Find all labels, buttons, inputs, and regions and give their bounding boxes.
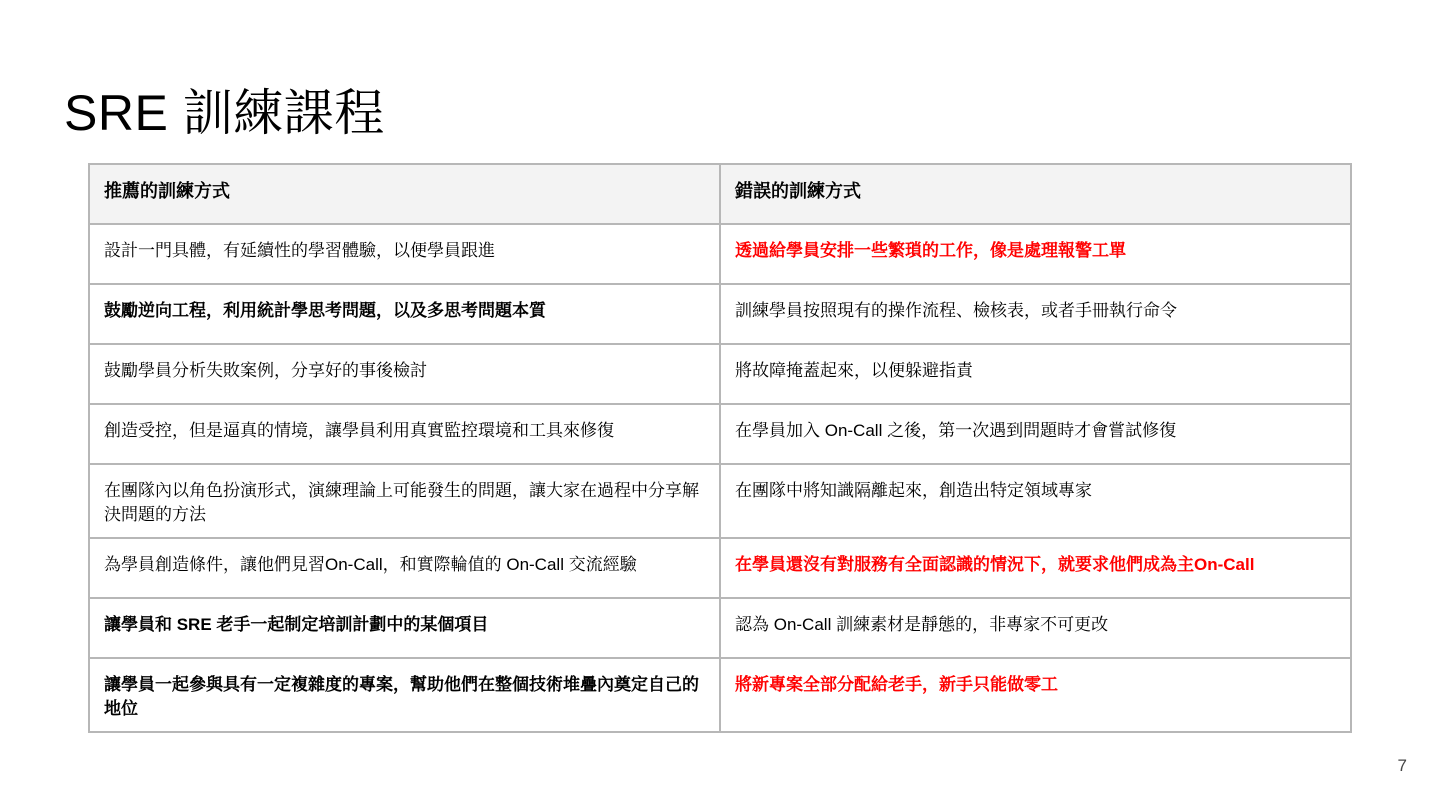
table-row — [89, 658, 1351, 732]
table-row — [89, 284, 1351, 344]
cell-recommended: 鼓勵學員分析失敗案例，分享好的事後檢討 — [89, 344, 720, 404]
table-header-row — [89, 164, 1351, 224]
table-row — [89, 404, 1351, 464]
cell-recommended: 設計一門具體，有延續性的學習體驗，以便學員跟進 — [89, 224, 720, 284]
cell-wrong: 在團隊中將知識隔離起來，創造出特定領域專家 — [720, 464, 1351, 538]
header-wrong: 錯誤的訓練方式 — [720, 164, 1351, 224]
cell-recommended: 讓學員一起參與具有一定複雜度的專案，幫助他們在整個技術堆疊內奠定自己的地位 — [89, 658, 720, 732]
cell-recommended: 為學員創造條件，讓他們見習On-Call，和實際輪值的 On-Call 交流經驗 — [89, 538, 720, 598]
comparison-table — [88, 163, 1352, 733]
table-row — [89, 538, 1351, 598]
cell-recommended: 在團隊內以角色扮演形式，演練理論上可能發生的問題，讓大家在過程中分享解決問題的方法 — [89, 464, 720, 538]
cell-recommended: 鼓勵逆向工程，利用統計學思考問題，以及多思考問題本質 — [89, 284, 720, 344]
cell-recommended: 讓學員和 SRE 老手一起制定培訓計劃中的某個項目 — [89, 598, 720, 658]
cell-recommended: 創造受控，但是逼真的情境，讓學員利用真實監控環境和工具來修復 — [89, 404, 720, 464]
slide-title: SRE 訓練課程 — [64, 85, 385, 141]
table-row — [89, 598, 1351, 658]
cell-wrong: 訓練學員按照現有的操作流程、檢核表，或者手冊執行命令 — [720, 284, 1351, 344]
table-row — [89, 464, 1351, 538]
table-row — [89, 224, 1351, 284]
cell-wrong: 在學員還沒有對服務有全面認識的情況下，就要求他們成為主On-Call — [720, 538, 1351, 598]
header-recommended: 推薦的訓練方式 — [89, 164, 720, 224]
table-body — [89, 224, 1351, 732]
cell-wrong: 將故障掩蓋起來，以便躲避指責 — [720, 344, 1351, 404]
page-number: 7 — [1397, 756, 1407, 775]
cell-wrong: 在學員加入 On-Call 之後，第一次遇到問題時才會嘗試修復 — [720, 404, 1351, 464]
table-row — [89, 344, 1351, 404]
cell-wrong: 認為 On-Call 訓練素材是靜態的，非專家不可更改 — [720, 598, 1351, 658]
cell-wrong: 將新專案全部分配給老手，新手只能做零工 — [720, 658, 1351, 732]
cell-wrong: 透過給學員安排一些繁瑣的工作，像是處理報警工單 — [720, 224, 1351, 284]
